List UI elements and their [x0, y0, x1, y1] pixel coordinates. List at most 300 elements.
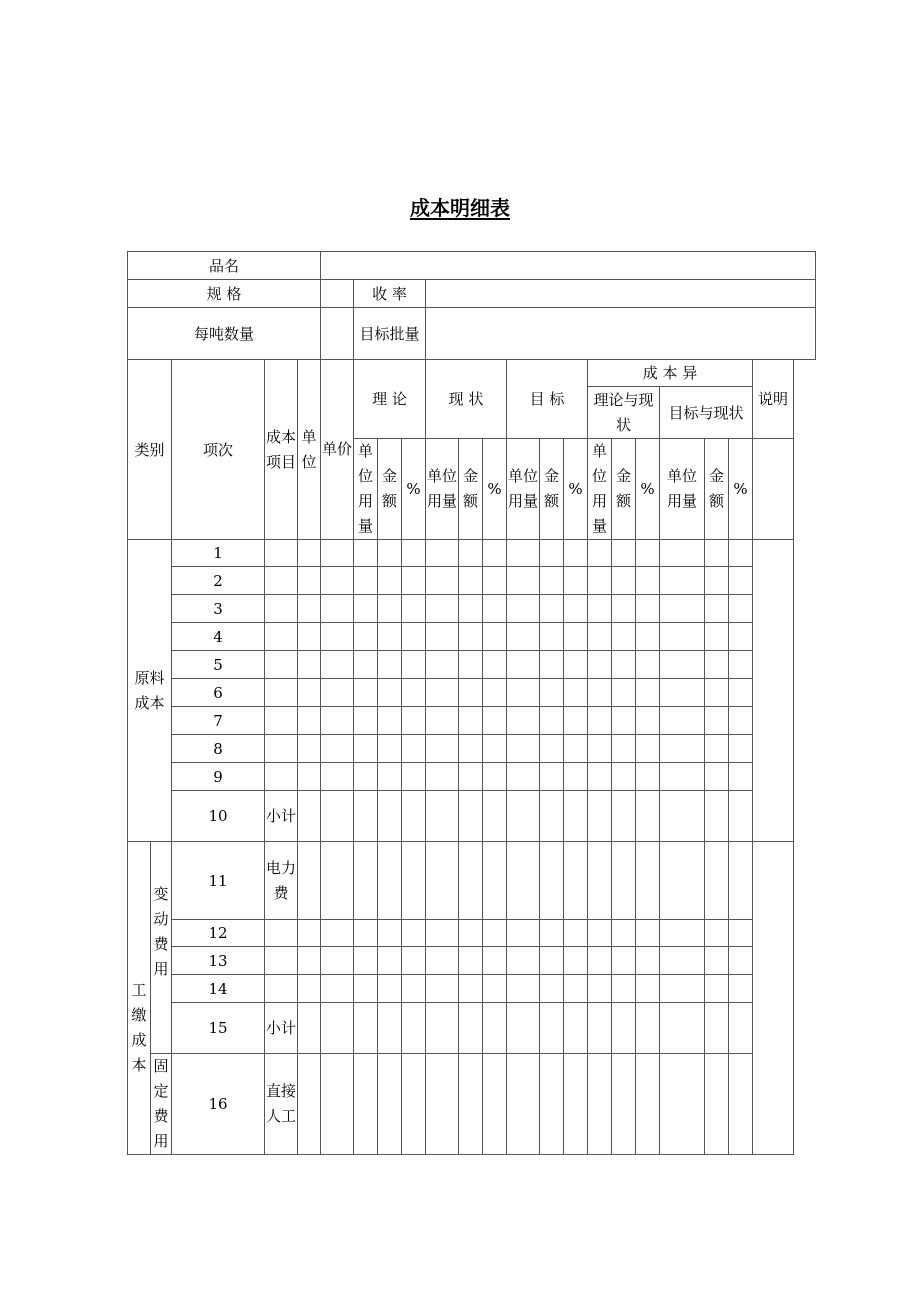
target-amount-cell[interactable]	[540, 540, 564, 567]
target-percent-cell[interactable]	[564, 567, 588, 595]
theory-percent-cell[interactable]	[402, 763, 426, 791]
theory-percent-cell[interactable]	[402, 1054, 426, 1155]
theory-unit-usage-cell[interactable]	[354, 947, 378, 975]
target-vs-current-percent-cell[interactable]	[729, 651, 753, 679]
target-vs-current-amount-cell[interactable]	[705, 1054, 729, 1155]
theory-vs-current-unit-usage-cell[interactable]	[588, 1003, 612, 1054]
unit-price-cell[interactable]	[321, 763, 354, 791]
target-percent-cell[interactable]	[564, 595, 588, 623]
theory-vs-current-unit-usage-cell[interactable]	[588, 763, 612, 791]
current-percent-cell[interactable]	[483, 540, 507, 567]
theory-vs-current-unit-usage-cell[interactable]	[588, 651, 612, 679]
cost-item-cell[interactable]	[265, 679, 298, 707]
current-unit-usage-cell[interactable]	[426, 1054, 459, 1155]
target-vs-current-percent-cell[interactable]	[729, 791, 753, 842]
target-unit-usage-cell[interactable]	[507, 842, 540, 920]
theory-vs-current-unit-usage-cell[interactable]	[588, 791, 612, 842]
theory-vs-current-amount-cell[interactable]	[612, 567, 636, 595]
target-vs-current-amount-cell[interactable]	[705, 595, 729, 623]
theory-amount-cell[interactable]	[378, 791, 402, 842]
theory-percent-cell[interactable]	[402, 1003, 426, 1054]
theory-vs-current-percent-cell[interactable]	[636, 975, 660, 1003]
unit-price-cell[interactable]	[321, 540, 354, 567]
theory-amount-cell[interactable]	[378, 1054, 402, 1155]
unit-price-cell[interactable]	[321, 842, 354, 920]
theory-unit-usage-cell[interactable]	[354, 707, 378, 735]
unit-price-cell[interactable]	[321, 791, 354, 842]
current-percent-cell[interactable]	[483, 595, 507, 623]
theory-vs-current-unit-usage-cell[interactable]	[588, 975, 612, 1003]
target-vs-current-amount-cell[interactable]	[705, 567, 729, 595]
target-unit-usage-cell[interactable]	[507, 1054, 540, 1155]
target-vs-current-unit-usage-cell[interactable]	[660, 763, 705, 791]
theory-vs-current-percent-cell[interactable]	[636, 947, 660, 975]
unit-price-cell[interactable]	[321, 595, 354, 623]
unit-cell[interactable]	[298, 791, 321, 842]
target-percent-cell[interactable]	[564, 707, 588, 735]
target-percent-cell[interactable]	[564, 679, 588, 707]
unit-cell[interactable]	[298, 595, 321, 623]
target-amount-cell[interactable]	[540, 735, 564, 763]
theory-amount-cell[interactable]	[378, 567, 402, 595]
current-amount-cell[interactable]	[459, 567, 483, 595]
theory-vs-current-percent-cell[interactable]	[636, 920, 660, 947]
theory-amount-cell[interactable]	[378, 763, 402, 791]
unit-header: 单位	[298, 360, 321, 540]
target-vs-current-amount-cell[interactable]	[705, 540, 729, 567]
theory-amount-cell[interactable]	[378, 842, 402, 920]
target-vs-current-percent-cell[interactable]	[729, 679, 753, 707]
qty-per-ton-value[interactable]	[321, 308, 354, 360]
theory-vs-current-percent-cell[interactable]	[636, 791, 660, 842]
target-percent-cell[interactable]	[564, 623, 588, 651]
theory-percent-cell[interactable]	[402, 920, 426, 947]
current-amount-cell[interactable]	[459, 1003, 483, 1054]
theory-percent-cell[interactable]	[402, 651, 426, 679]
target-vs-current-percent-cell[interactable]	[729, 707, 753, 735]
current-unit-usage-cell[interactable]	[426, 735, 459, 763]
target-unit-usage-cell[interactable]	[507, 975, 540, 1003]
unit-price-header: 单价	[321, 360, 354, 540]
theory-unit-usage-cell[interactable]	[354, 679, 378, 707]
target-vs-current-amount-cell[interactable]	[705, 975, 729, 1003]
current-percent-cell[interactable]	[483, 1054, 507, 1155]
current-percent-cell[interactable]	[483, 707, 507, 735]
target-vs-current-percent-cell[interactable]	[729, 975, 753, 1003]
current-unit-usage-cell[interactable]	[426, 1003, 459, 1054]
theory-percent-cell[interactable]	[402, 595, 426, 623]
target-percent-cell[interactable]	[564, 975, 588, 1003]
target-vs-current-unit-usage-cell[interactable]	[660, 791, 705, 842]
theory-vs-current-percent-cell[interactable]	[636, 1054, 660, 1155]
cost-item-cell[interactable]: 小计	[265, 791, 298, 842]
theory-amount-cell[interactable]	[378, 651, 402, 679]
current-amount-cell[interactable]	[459, 842, 483, 920]
current-amount-cell[interactable]	[459, 975, 483, 1003]
current-percent-cell[interactable]	[483, 651, 507, 679]
unit-cell[interactable]	[298, 707, 321, 735]
theory-unit-usage-cell[interactable]	[354, 567, 378, 595]
cost-item-cell[interactable]	[265, 920, 298, 947]
theory-percent-cell[interactable]	[402, 623, 426, 651]
theory-vs-current-percent-cell[interactable]	[636, 595, 660, 623]
target-amount-cell[interactable]	[540, 975, 564, 1003]
theory-vs-current-amount-cell[interactable]	[612, 595, 636, 623]
target-vs-current-percent-cell[interactable]	[729, 540, 753, 567]
unit-cell[interactable]	[298, 679, 321, 707]
target-unit-usage-cell[interactable]	[507, 623, 540, 651]
target-vs-current-unit-usage-cell[interactable]	[660, 975, 705, 1003]
current-percent-cell[interactable]	[483, 623, 507, 651]
target-amount-cell[interactable]	[540, 567, 564, 595]
unit-price-cell[interactable]	[321, 623, 354, 651]
current-amount-cell[interactable]	[459, 540, 483, 567]
current-percent-cell[interactable]	[483, 735, 507, 763]
target-unit-usage-cell[interactable]	[507, 707, 540, 735]
unit-cell[interactable]	[298, 920, 321, 947]
target-vs-current-amount-cell[interactable]	[705, 842, 729, 920]
theory-percent-cell[interactable]	[402, 975, 426, 1003]
theory-vs-current-amount-cell[interactable]	[612, 763, 636, 791]
theory-amount-cell[interactable]	[378, 1003, 402, 1054]
unit-price-cell[interactable]	[321, 679, 354, 707]
target-vs-current-unit-usage-cell[interactable]	[660, 707, 705, 735]
cost-item-cell[interactable]	[265, 540, 298, 567]
current-unit-usage-cell[interactable]	[426, 842, 459, 920]
current-amount-cell[interactable]	[459, 947, 483, 975]
theory-vs-current-unit-usage-cell[interactable]	[588, 1054, 612, 1155]
theory-unit-usage-cell[interactable]	[354, 735, 378, 763]
target-vs-current-percent-cell[interactable]	[729, 595, 753, 623]
theory-vs-current-percent-cell[interactable]	[636, 651, 660, 679]
theory-vs-current-amount-cell[interactable]	[612, 1003, 636, 1054]
theory-amount-cell[interactable]	[378, 707, 402, 735]
target-unit-usage-cell[interactable]	[507, 595, 540, 623]
current-unit-usage-cell[interactable]	[426, 947, 459, 975]
theory-unit-usage-cell[interactable]	[354, 1054, 378, 1155]
target-unit-usage-cell[interactable]	[507, 735, 540, 763]
unit-price-cell[interactable]	[321, 735, 354, 763]
theory-amount-cell[interactable]	[378, 975, 402, 1003]
theory-vs-current-unit-usage-cell[interactable]	[588, 595, 612, 623]
cost-item-cell[interactable]	[265, 735, 298, 763]
unit-cell[interactable]	[298, 567, 321, 595]
theory-vs-current-amount-cell[interactable]	[612, 947, 636, 975]
theory-vs-current-unit-usage-cell[interactable]	[588, 842, 612, 920]
theory-vs-current-amount-cell[interactable]	[612, 735, 636, 763]
theory-vs-current-amount-cell[interactable]	[612, 651, 636, 679]
current-unit-usage-cell[interactable]	[426, 763, 459, 791]
theory-amount-cell[interactable]	[378, 595, 402, 623]
unit-cell[interactable]	[298, 735, 321, 763]
yield-value[interactable]	[426, 280, 816, 308]
theory-vs-current-percent-cell[interactable]	[636, 540, 660, 567]
theory-vs-current-unit-usage-cell[interactable]	[588, 540, 612, 567]
cost-item-cell[interactable]	[265, 623, 298, 651]
current-amount-cell[interactable]	[459, 735, 483, 763]
target-amount-cell[interactable]	[540, 947, 564, 975]
unit-cell[interactable]	[298, 842, 321, 920]
unit-price-cell[interactable]	[321, 651, 354, 679]
unit-price-cell[interactable]	[321, 975, 354, 1003]
current-unit-usage-cell[interactable]	[426, 975, 459, 1003]
target-percent-cell[interactable]	[564, 735, 588, 763]
target-vs-current-unit-usage-cell[interactable]	[660, 567, 705, 595]
theory-percent-cell[interactable]	[402, 842, 426, 920]
theory-vs-current-amount-cell[interactable]	[612, 975, 636, 1003]
target-vs-current-unit-usage-cell[interactable]	[660, 651, 705, 679]
current-amount-cell[interactable]	[459, 791, 483, 842]
target-vs-current-unit-usage-cell[interactable]	[660, 679, 705, 707]
target-percent-cell[interactable]	[564, 763, 588, 791]
current-unit-usage-cell[interactable]	[426, 540, 459, 567]
target-vs-current-unit-usage-cell[interactable]	[660, 920, 705, 947]
current-percent-cell[interactable]	[483, 1003, 507, 1054]
target-unit-usage-cell[interactable]	[507, 567, 540, 595]
theory-percent-cell[interactable]	[402, 947, 426, 975]
current-percent-cell[interactable]	[483, 947, 507, 975]
theory-percent-cell[interactable]	[402, 707, 426, 735]
theory-vs-current-unit-usage-cell[interactable]	[588, 679, 612, 707]
target-percent-cell[interactable]	[564, 651, 588, 679]
target-percent-cell[interactable]	[564, 791, 588, 842]
current-percent-cell[interactable]	[483, 763, 507, 791]
cost-item-cell[interactable]	[265, 567, 298, 595]
theory-unit-usage-cell[interactable]	[354, 623, 378, 651]
unit-cell[interactable]	[298, 1054, 321, 1155]
theory-vs-current-amount-cell[interactable]	[612, 842, 636, 920]
theory-unit-usage-cell[interactable]	[354, 791, 378, 842]
theory-unit-usage-cell[interactable]	[354, 1003, 378, 1054]
current-amount-cell[interactable]	[459, 1054, 483, 1155]
current-unit-usage-cell[interactable]	[426, 791, 459, 842]
current-amount-cell[interactable]	[459, 920, 483, 947]
theory-vs-current-unit-usage-cell[interactable]	[588, 920, 612, 947]
unit-price-cell[interactable]	[321, 947, 354, 975]
unit-price-cell[interactable]	[321, 920, 354, 947]
theory-percent-cell[interactable]	[402, 567, 426, 595]
target-vs-current-amount-cell[interactable]	[705, 791, 729, 842]
theory-vs-current-unit-usage-cell[interactable]	[588, 707, 612, 735]
target-amount-cell[interactable]	[540, 651, 564, 679]
theory-vs-current-percent-cell[interactable]	[636, 842, 660, 920]
current-unit-usage-cell[interactable]	[426, 595, 459, 623]
target-percent-cell[interactable]	[564, 1054, 588, 1155]
product-name-value[interactable]	[321, 252, 816, 280]
target-vs-current-percent-cell[interactable]	[729, 920, 753, 947]
theory-percent-cell[interactable]	[402, 679, 426, 707]
spec-value[interactable]	[321, 280, 354, 308]
cost-item-cell[interactable]	[265, 707, 298, 735]
current-amount-cell[interactable]	[459, 595, 483, 623]
current-unit-usage-cell[interactable]	[426, 623, 459, 651]
theory-unit-usage-cell[interactable]	[354, 920, 378, 947]
theory-vs-current-percent-cell[interactable]	[636, 707, 660, 735]
target-vs-current-amount-cell[interactable]	[705, 763, 729, 791]
current-amount-cell[interactable]	[459, 679, 483, 707]
theory-vs-current-unit-usage-cell[interactable]	[588, 947, 612, 975]
target-vs-current-amount-cell[interactable]	[705, 735, 729, 763]
theory-unit-usage-cell[interactable]	[354, 651, 378, 679]
unit-price-cell[interactable]	[321, 567, 354, 595]
unit-price-cell[interactable]	[321, 1003, 354, 1054]
cost-item-cell[interactable]: 小计	[265, 1003, 298, 1054]
theory-amount-cell[interactable]	[378, 540, 402, 567]
unit-price-cell[interactable]	[321, 1054, 354, 1155]
theory-vs-current-percent-cell[interactable]	[636, 679, 660, 707]
target-vs-current-unit-usage-cell[interactable]	[660, 842, 705, 920]
cost-item-cell[interactable]	[265, 975, 298, 1003]
unit-price-cell[interactable]	[321, 707, 354, 735]
target-vs-current-unit-usage-cell[interactable]	[660, 595, 705, 623]
target-percent-cell[interactable]	[564, 1003, 588, 1054]
cost-item-cell[interactable]	[265, 947, 298, 975]
theory-vs-current-amount-cell[interactable]	[612, 623, 636, 651]
theory-vs-current-percent-cell[interactable]	[636, 763, 660, 791]
target-vs-current-unit-usage-cell[interactable]	[660, 1003, 705, 1054]
theory-amount-cell[interactable]	[378, 920, 402, 947]
target-percent-cell[interactable]	[564, 920, 588, 947]
current-unit-usage-cell[interactable]	[426, 920, 459, 947]
target-amount-cell[interactable]	[540, 791, 564, 842]
target-vs-current-amount-cell[interactable]	[705, 707, 729, 735]
current-percent-cell[interactable]	[483, 975, 507, 1003]
target-vs-current-percent-cell[interactable]	[729, 947, 753, 975]
theory-unit-usage-cell[interactable]	[354, 540, 378, 567]
unit-cell[interactable]	[298, 651, 321, 679]
target-vs-current-amount-cell[interactable]	[705, 623, 729, 651]
current-unit-usage-cell[interactable]	[426, 707, 459, 735]
target-vs-current-unit-usage-cell[interactable]	[660, 540, 705, 567]
current-unit-usage-cell[interactable]	[426, 567, 459, 595]
target-vs-current-percent-cell[interactable]	[729, 842, 753, 920]
target-vs-current-percent-cell[interactable]	[729, 735, 753, 763]
theory-unit-usage-cell[interactable]	[354, 975, 378, 1003]
current-unit-usage-cell[interactable]	[426, 679, 459, 707]
item-no-cell: 14	[172, 975, 265, 1003]
cost-item-cell[interactable]	[265, 595, 298, 623]
theory-vs-current-percent-cell[interactable]	[636, 567, 660, 595]
theory-percent-cell[interactable]	[402, 791, 426, 842]
target-vs-current-percent-cell[interactable]	[729, 623, 753, 651]
current-percent-cell[interactable]	[483, 842, 507, 920]
target-amount-cell[interactable]	[540, 763, 564, 791]
target-vs-current-amount-cell[interactable]	[705, 947, 729, 975]
target-unit-usage-cell[interactable]	[507, 947, 540, 975]
current-amount-cell[interactable]	[459, 651, 483, 679]
target-amount-cell[interactable]	[540, 707, 564, 735]
theory-amount-cell[interactable]	[378, 735, 402, 763]
target-unit-usage-cell[interactable]	[507, 679, 540, 707]
theory-vs-current-unit-usage-cell[interactable]	[588, 735, 612, 763]
target-amount-cell[interactable]	[540, 595, 564, 623]
theory-vs-current-percent-cell[interactable]	[636, 1003, 660, 1054]
target-vs-current-unit-usage-cell[interactable]	[660, 623, 705, 651]
current-percent-cell[interactable]	[483, 567, 507, 595]
theory-vs-current-percent-cell[interactable]	[636, 735, 660, 763]
cost-item-cell[interactable]: 直接人工	[265, 1054, 298, 1155]
cost-item-cell[interactable]: 电力费	[265, 842, 298, 920]
target-percent-cell[interactable]	[564, 947, 588, 975]
target-vs-current-unit-usage-cell[interactable]	[660, 1054, 705, 1155]
cost-item-cell[interactable]	[265, 763, 298, 791]
target-vs-current-unit-usage-cell[interactable]	[660, 947, 705, 975]
remark-cell[interactable]	[753, 540, 794, 842]
target-unit-usage-cell[interactable]	[507, 791, 540, 842]
target-vs-current-unit-usage-cell[interactable]	[660, 735, 705, 763]
unit-cell[interactable]	[298, 1003, 321, 1054]
target-vs-current-percent-cell[interactable]	[729, 1054, 753, 1155]
theory-percent-cell[interactable]	[402, 735, 426, 763]
unit-cell[interactable]	[298, 763, 321, 791]
current-amount-cell[interactable]	[459, 623, 483, 651]
theory-amount-cell[interactable]	[378, 679, 402, 707]
theory-unit-usage-cell[interactable]	[354, 763, 378, 791]
theory-unit-usage-cell[interactable]	[354, 842, 378, 920]
target-percent-cell[interactable]	[564, 540, 588, 567]
target-amount-cell[interactable]	[540, 1003, 564, 1054]
target-amount-cell[interactable]	[540, 842, 564, 920]
current-amount-cell[interactable]	[459, 763, 483, 791]
theory-vs-current-amount-cell[interactable]	[612, 679, 636, 707]
target-unit-usage-cell[interactable]	[507, 763, 540, 791]
theory-percent-cell[interactable]	[402, 540, 426, 567]
target-batch-value[interactable]	[426, 308, 816, 360]
target-amount-cell[interactable]	[540, 623, 564, 651]
unit-cell[interactable]	[298, 947, 321, 975]
unit-cell[interactable]	[298, 540, 321, 567]
target-unit-usage-cell[interactable]	[507, 920, 540, 947]
unit-cell[interactable]	[298, 975, 321, 1003]
target-vs-current-percent-cell[interactable]	[729, 567, 753, 595]
target-vs-current-amount-cell[interactable]	[705, 1003, 729, 1054]
theory-vs-current-amount-cell[interactable]	[612, 707, 636, 735]
target-unit-usage-cell[interactable]	[507, 540, 540, 567]
theory-vs-current-unit-usage-cell[interactable]	[588, 567, 612, 595]
target-percent-cell[interactable]	[564, 842, 588, 920]
current-percent-cell[interactable]	[483, 920, 507, 947]
theory-vs-current-amount-cell[interactable]	[612, 1054, 636, 1155]
theory-amount-cell[interactable]	[378, 623, 402, 651]
target-unit-usage-cell[interactable]	[507, 651, 540, 679]
unit-cell[interactable]	[298, 623, 321, 651]
target-vs-current-percent-cell[interactable]	[729, 763, 753, 791]
cost-item-cell[interactable]	[265, 651, 298, 679]
amount-header: 金额	[378, 439, 402, 540]
theory-amount-cell[interactable]	[378, 947, 402, 975]
theory-vs-current-percent-cell[interactable]	[636, 623, 660, 651]
theory-vs-current-unit-usage-cell[interactable]	[588, 623, 612, 651]
current-percent-cell[interactable]	[483, 679, 507, 707]
target-unit-usage-cell[interactable]	[507, 1003, 540, 1054]
target-amount-cell[interactable]	[540, 679, 564, 707]
target-amount-cell[interactable]	[540, 1054, 564, 1155]
target-amount-cell[interactable]	[540, 920, 564, 947]
target-vs-current-percent-cell[interactable]	[729, 1003, 753, 1054]
remark-cell[interactable]	[753, 842, 794, 1155]
theory-vs-current-amount-cell[interactable]	[612, 540, 636, 567]
item-no-cell: 3	[172, 595, 265, 623]
target-vs-current-amount-cell[interactable]	[705, 920, 729, 947]
theory-unit-usage-cell[interactable]	[354, 595, 378, 623]
theory-vs-current-amount-cell[interactable]	[612, 791, 636, 842]
current-unit-usage-cell[interactable]	[426, 651, 459, 679]
target-vs-current-amount-cell[interactable]	[705, 679, 729, 707]
current-amount-cell[interactable]	[459, 707, 483, 735]
current-percent-cell[interactable]	[483, 791, 507, 842]
theory-vs-current-amount-cell[interactable]	[612, 920, 636, 947]
target-vs-current-amount-cell[interactable]	[705, 651, 729, 679]
